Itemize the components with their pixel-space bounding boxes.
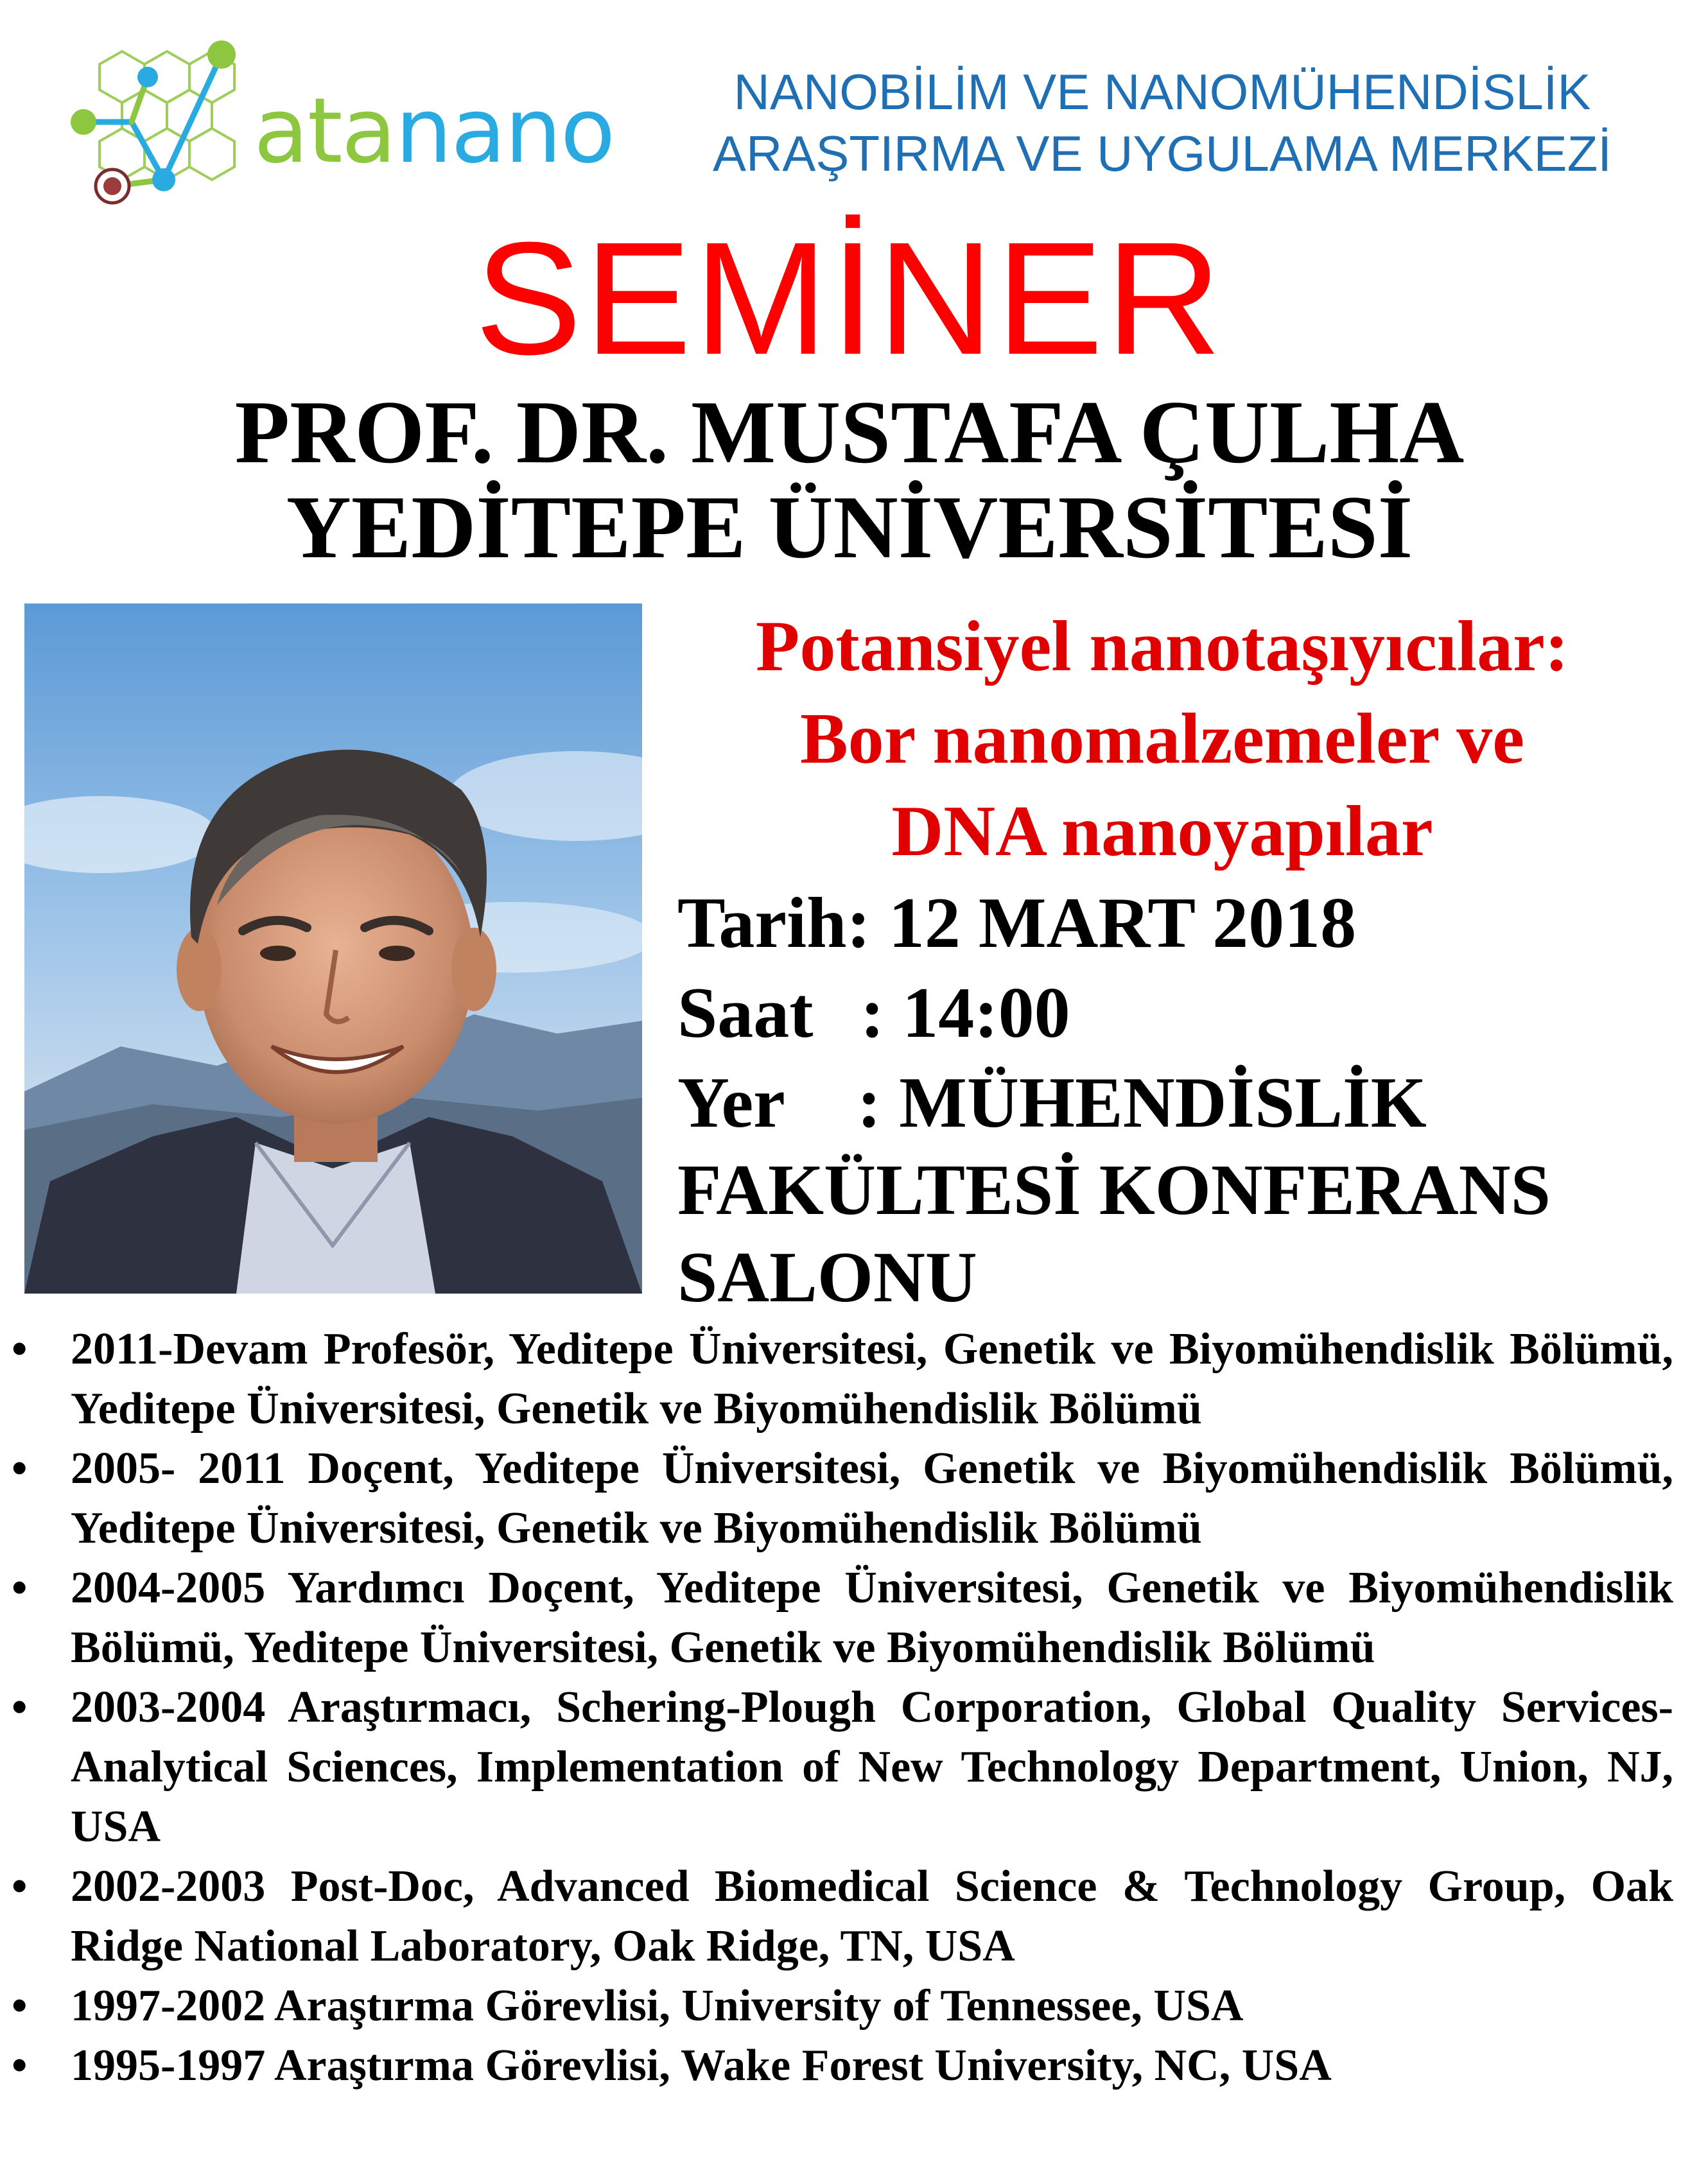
time-label: Saat: [677, 973, 814, 1053]
wordmark-nano: nano: [395, 79, 614, 184]
list-item: [0, 1319, 1699, 1439]
bullet-icon: •: [12, 2041, 28, 2090]
cv-entry-text: 2011-Devam Profesör, Yeditepe Üniversitesi, Genetik ve Biyomühendislik Bölümü, Yeditepe Üniversitesi, Genetik ve Biyomühendislik Bölümü: [71, 1324, 1673, 1434]
wordmark-ata: ata: [254, 79, 396, 184]
atanano-logo: [61, 19, 613, 205]
portrait-image: [24, 603, 642, 1294]
list-item: [0, 1677, 1699, 1857]
bullet-icon: •: [12, 1563, 28, 1613]
date-label: Tarih:: [677, 883, 871, 963]
bullet-icon: •: [12, 1683, 28, 1732]
cv-entry-text: 2003-2004 Araştırmacı, Schering-Plough Corporation, Global Quality Services-Analytical Sciences, Implementation of New Technology Department, Union, NJ, USA: [71, 1683, 1673, 1851]
date-value: 12 MART 2018: [888, 883, 1357, 963]
time-value: : 14:00: [860, 973, 1070, 1053]
bullet-icon: •: [12, 1981, 28, 2031]
molecule-hexagon-icon: [61, 19, 254, 205]
research-center-name: [674, 61, 1650, 184]
speaker-block: [0, 385, 1699, 575]
topic-line2: Bor nanomalzemeler ve: [799, 699, 1525, 779]
bullet-icon: •: [12, 1324, 28, 1374]
event-place: [677, 1059, 1679, 1321]
list-item: [0, 1439, 1699, 1558]
speaker-cv-list: [0, 1319, 1699, 2095]
event-type-heading: SEMİNER: [475, 209, 1224, 388]
atanano-wordmark: [254, 79, 614, 184]
place-label: Yer: [677, 1063, 785, 1143]
cv-entry-text: 2004-2005 Yardımcı Doçent, Yeditepe Üniversitesi, Genetik ve Biyomühendislik Bölümü, Yeditepe Üniversitesi, Genetik ve Biyomühendislik Bölümü: [71, 1563, 1673, 1672]
center-name-line2: ARAŞTIRMA VE UYGULAMA MERKEZİ: [713, 125, 1612, 182]
bullet-icon: •: [12, 1862, 28, 1911]
center-name-line1: NANOBİLİM VE NANOMÜHENDİSLİK: [733, 64, 1591, 120]
cv-entry-text: 1995-1997 Araştırma Görevlisi, Wake Forest University, NC, USA: [71, 2041, 1332, 2090]
list-item: [0, 1857, 1699, 1976]
list-item: [0, 1976, 1699, 2036]
list-item: [0, 1558, 1699, 1677]
bullet-icon: •: [12, 1444, 28, 1493]
speaker-name: PROF. DR. MUSTAFA ÇULHA: [234, 383, 1465, 482]
seminar-topic: [649, 600, 1676, 878]
cv-entry-text: 2005- 2011 Doçent, Yeditepe Üniversitesi, Genetik ve Biyomühendislik Bölümü, Yeditepe Üniversitesi, Genetik ve Biyomühendislik Bölümü: [71, 1444, 1673, 1553]
topic-line1: Potansiyel nanotaşıyıcılar:: [755, 607, 1569, 686]
cv-entry-text: 1997-2002 Araştırma Görevlisi, University of Tennessee, USA: [71, 1981, 1244, 2031]
speaker-photo: [24, 603, 642, 1294]
event-date: [677, 880, 1679, 967]
event-time: [677, 969, 1679, 1057]
list-item: [0, 2036, 1699, 2095]
speaker-affiliation: YEDİTEPE ÜNİVERSİTESİ: [286, 478, 1413, 577]
topic-line3: DNA nanoyapılar: [891, 792, 1433, 871]
cv-entry-text: 2002-2003 Post-Doc, Advanced Biomedical Science & Technology Group, Oak Ridge National Laboratory, Oak Ridge, TN, USA: [71, 1862, 1673, 1971]
place-value: : MÜHENDİSLİK FAKÜLTESİ KONFERANS SALONU: [677, 1063, 1551, 1317]
